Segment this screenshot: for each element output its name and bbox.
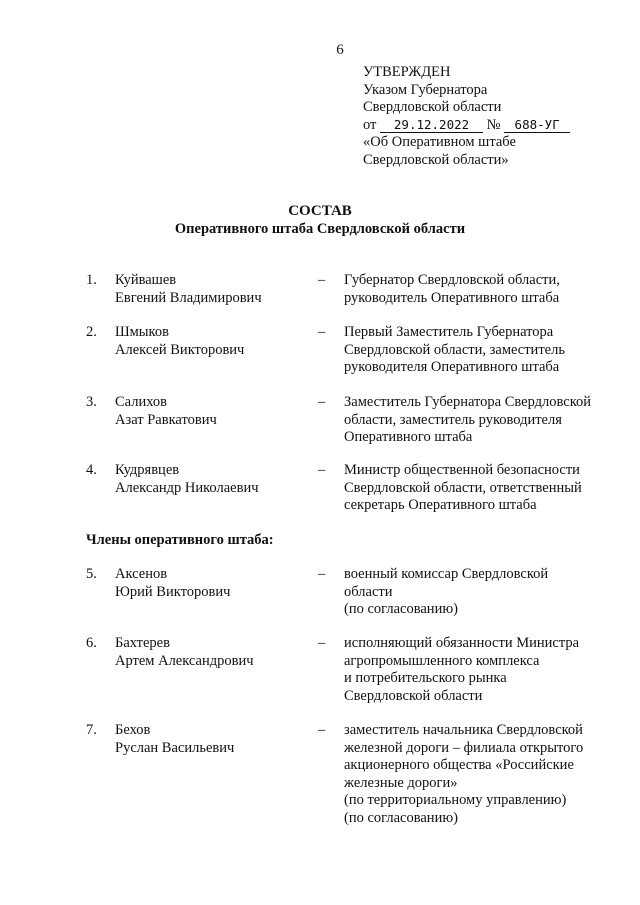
dash: – <box>318 394 326 410</box>
approval-line-decree: Указом Губернатора <box>363 81 488 98</box>
person-name <box>115 394 217 429</box>
document-title: СОСТАВ <box>288 203 352 219</box>
person-name <box>115 566 230 601</box>
position-line: агропромышленного комплекса <box>344 652 540 669</box>
item-number: 5. <box>86 566 97 582</box>
item-number: 2. <box>86 324 97 340</box>
position-line: (по согласованию) <box>344 809 458 826</box>
approval-line-subject-cont: Свердловской области» <box>363 151 509 168</box>
approval-line-subject: «Об Оперативном штабе <box>363 134 516 151</box>
person-name <box>115 722 234 757</box>
approval-line-date <box>363 117 570 135</box>
position-line: железные дороги» <box>344 774 458 791</box>
position-line: Министр общественной безопасности <box>344 462 580 478</box>
position-description <box>344 394 612 447</box>
position-line: руководитель Оперативного штаба <box>344 289 560 306</box>
position-line: военный комиссар Свердловской <box>344 566 549 582</box>
item-number: 3. <box>86 394 97 410</box>
decree-date: 29.12.2022 <box>380 118 483 133</box>
item-number: 4. <box>86 462 97 478</box>
surname: Шмыков <box>115 324 169 340</box>
item-number: 1. <box>86 272 97 288</box>
surname: Аксенов <box>115 566 168 582</box>
position-line: Свердловской области <box>344 687 483 704</box>
date-prefix: от <box>363 116 377 133</box>
position-description <box>344 722 612 828</box>
given-names: Евгений Владимирович <box>115 289 262 306</box>
position-line: области <box>344 583 393 600</box>
position-line: Заместитель Губернатора Свердловской <box>344 394 592 410</box>
approval-stamp <box>363 64 570 170</box>
members-heading: Члены оперативного штаба: <box>86 532 274 548</box>
dash: – <box>318 324 326 340</box>
given-names: Азат Равкатович <box>115 411 217 428</box>
dash: – <box>318 272 326 288</box>
position-description <box>344 272 612 307</box>
position-line: области, заместитель руководителя <box>344 411 562 428</box>
page-number: 6 <box>336 42 344 58</box>
position-line: заместитель начальника Свердловской <box>344 722 583 738</box>
dash: – <box>318 566 326 582</box>
person-name <box>115 272 262 307</box>
position-description <box>344 566 612 619</box>
dash: – <box>318 462 326 478</box>
approval-line-region: Свердловской области <box>363 99 502 116</box>
position-line: (по территориальному управлению) <box>344 792 567 809</box>
position-description <box>344 462 612 515</box>
given-names: Юрий Викторович <box>115 583 231 600</box>
person-name <box>115 635 254 670</box>
surname: Куйвашев <box>115 272 177 288</box>
given-names: Алексей Викторович <box>115 341 245 358</box>
position-line: Первый Заместитель Губернатора <box>344 324 554 340</box>
position-line: Губернатор Свердловской области, <box>344 272 560 288</box>
position-line: и потребительского рынка <box>344 670 507 687</box>
position-line: Оперативного штаба <box>344 429 473 446</box>
surname: Кудрявцев <box>115 462 180 478</box>
person-name <box>115 324 244 359</box>
item-number: 6. <box>86 635 97 651</box>
position-line: акционерного общества «Российские <box>344 757 574 774</box>
position-line: руководителя Оперативного штаба <box>344 359 560 376</box>
position-line: Свердловской области, ответственный <box>344 479 582 496</box>
position-line: (по согласованию) <box>344 601 458 618</box>
dash: – <box>318 635 326 651</box>
number-prefix: № <box>486 116 501 133</box>
person-name <box>115 462 259 497</box>
position-line: секретарь Оперативного штаба <box>344 497 537 514</box>
decree-number: 688-УГ <box>504 118 570 133</box>
approval-line-approved: УТВЕРЖДЕН <box>363 64 451 80</box>
dash: – <box>318 722 326 738</box>
document-subtitle: Оперативного штаба Свердловской области <box>174 221 466 237</box>
position-line: Свердловской области, заместитель <box>344 341 565 358</box>
position-description <box>344 324 612 377</box>
item-number: 7. <box>86 722 97 738</box>
given-names: Александр Николаевич <box>115 479 259 496</box>
position-line: исполняющий обязанности Министра <box>344 635 580 651</box>
position-line: железной дороги – филиала открытого <box>344 739 584 756</box>
position-description <box>344 635 612 705</box>
surname: Бехов <box>115 722 151 738</box>
surname: Салихов <box>115 394 168 410</box>
surname: Бахтерев <box>115 635 170 651</box>
given-names: Руслан Васильевич <box>115 739 235 756</box>
given-names: Артем Александрович <box>115 652 254 669</box>
